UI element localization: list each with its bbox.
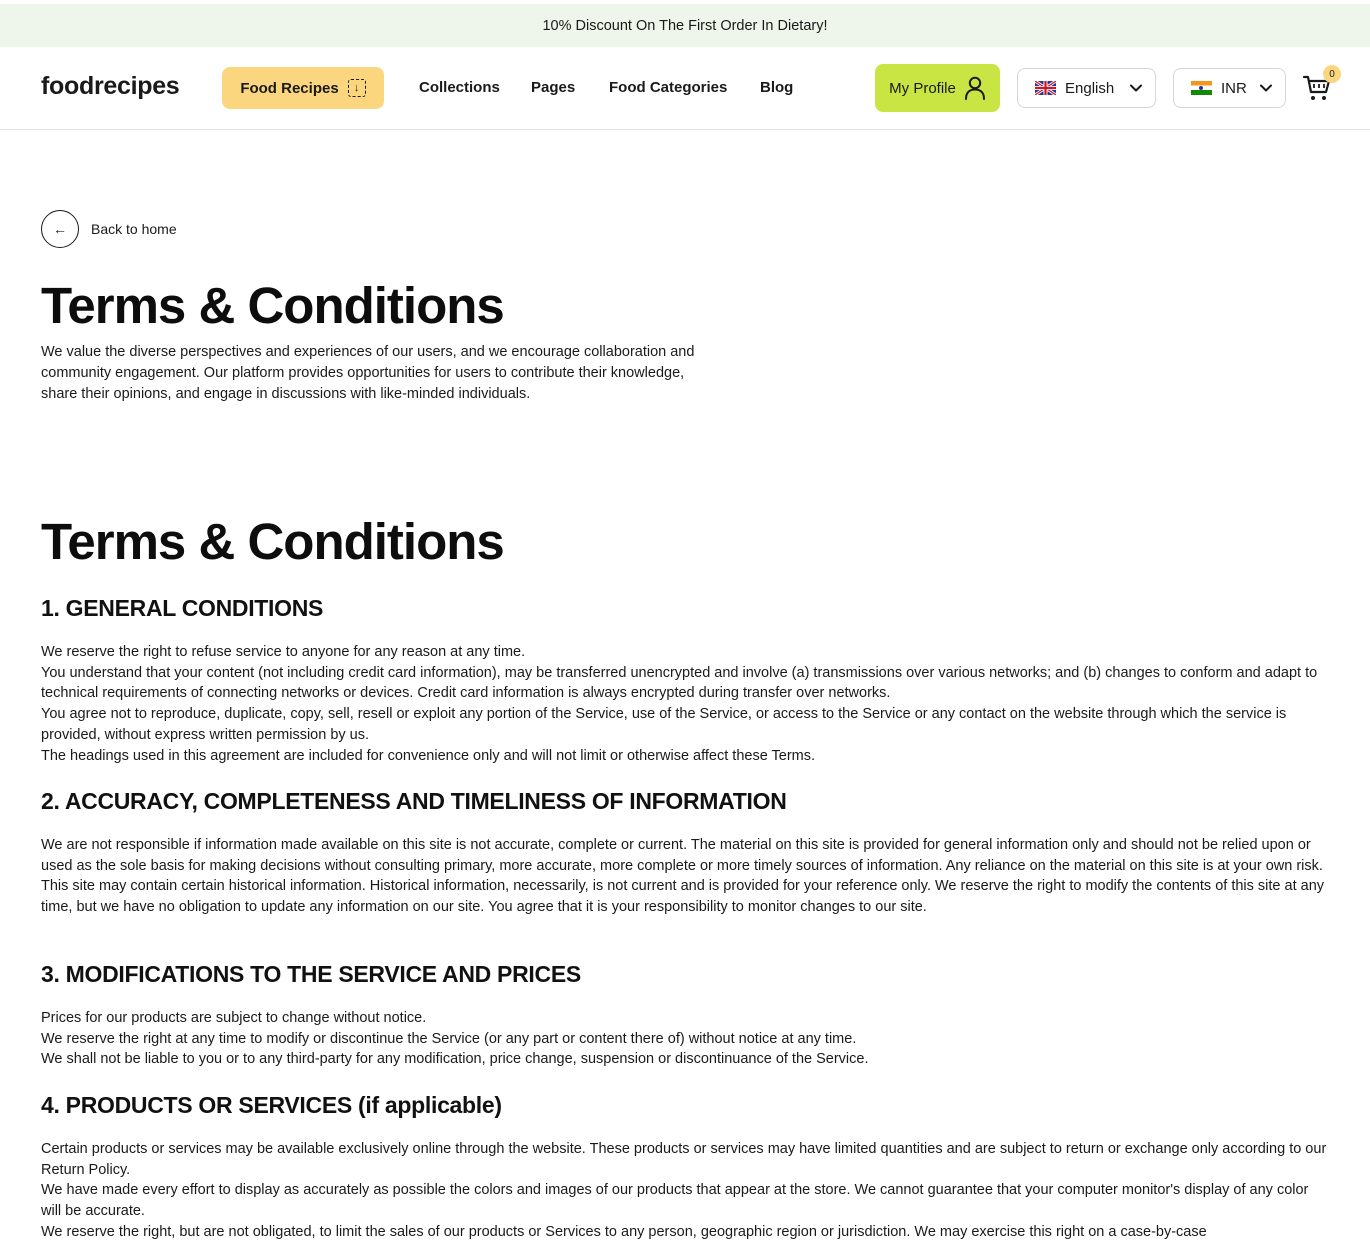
section-paragraph: Certain products or services may be available exclusively online through the website. These products or services may have limited quantities and are subject to return or exchange only according to our Return Policy. (41, 1141, 1327, 1178)
site-header (0, 47, 1370, 130)
section-paragraph: We reserve the right, but are not obligated, to limit the sales of our products or Services to any person, geographic region or jurisdiction. We may exercise this right on a case-by-case (41, 1223, 1207, 1240)
language-value: English (1065, 79, 1115, 97)
section-body (41, 642, 1331, 766)
chevron-down-icon (1129, 81, 1143, 95)
section-body (41, 835, 1331, 918)
section-paragraph: We have made every effort to display as accurately as possible the colors and images of our products that appear at the store. We cannot guarantee that your computer monitor's display of any color will be accurate. (41, 1182, 1309, 1220)
section-heading: 4. PRODUCTS OR SERVICES (if applicable) (41, 1092, 502, 1118)
user-icon (964, 76, 986, 100)
section-paragraph: We reserve the right to refuse service to anyone for any reason at any time. (41, 644, 526, 660)
section-paragraph: The headings used in this agreement are included for convenience only and will not limit or otherwise affect these Terms. (41, 747, 816, 764)
section-heading: 2. ACCURACY, COMPLETENESS AND TIMELINESS OF INFORMATION (41, 788, 787, 814)
back-to-home-link[interactable]: Back to home (91, 221, 177, 237)
nav-collections[interactable]: Collections (419, 79, 500, 96)
section-paragraph: This site may contain certain historical information. Historical information, necessarily, is not current and is provided for your reference only. We reserve the right to modify the contents of this site at any time, but we have no obligation to update any information on our site. You agree that it is your responsibility to monitor changes to our site. (41, 878, 1325, 916)
uk-flag-icon (1035, 81, 1056, 95)
page-title: Terms & Conditions (41, 277, 504, 334)
arrow-left-icon: ← (53, 221, 67, 237)
india-flag-icon (1191, 81, 1212, 95)
section-paragraph: Prices for our products are subject to change without notice. (41, 1010, 427, 1026)
announcement-text: 10% Discount On The First Order In Dietary! (542, 17, 828, 34)
page-description: We value the diverse perspectives and experiences of our users, and we encourage collaboration and community engagement. Our platform provides opportunities for users to contribute their knowledge, share their opinions, and engage in discussions with like-minded individuals. (41, 344, 695, 402)
language-select[interactable] (1017, 68, 1156, 108)
section-heading: 1. GENERAL CONDITIONS (41, 595, 324, 621)
my-profile-button[interactable] (875, 64, 1000, 112)
chevron-down-icon (1259, 81, 1273, 95)
section-paragraph: We are not responsible if information made available on this site is not accurate, complete or current. The material on this site is provided for general information only and should not be relied upon or used as the sole basis for making decisions without consulting primary, more accurate, more complete or more timely sources of information. Any reliance on the material on this site is at your own risk. (41, 837, 1323, 874)
section-paragraph: We reserve the right at any time to modify or discontinue the Service (or any part or content there of) without notice at any time. (41, 1030, 857, 1047)
nav-food-categories[interactable]: Food Categories (609, 79, 728, 96)
currency-select[interactable] (1173, 68, 1286, 108)
nav-pages[interactable]: Pages (531, 79, 576, 96)
section-paragraph: You understand that your content (not including credit card information), may be transferred unencrypted and involve (a) transmissions over various networks; and (b) changes to conform and adapt to technical requirements of connecting networks or devices. Credit card information is always encrypted during transfer over networks. (41, 664, 1318, 702)
site-logo[interactable]: foodrecipes (41, 72, 180, 100)
download-icon: ↓ (348, 79, 366, 97)
my-profile-label: My Profile (889, 79, 956, 97)
terms-title: Terms & Conditions (41, 513, 504, 570)
nav-food-recipes-button[interactable] (222, 67, 384, 109)
nav-food-recipes-label: Food Recipes (240, 79, 339, 97)
nav-blog[interactable]: Blog (760, 79, 794, 96)
section-body (41, 1139, 1331, 1240)
section-body (41, 1008, 1331, 1070)
announcement-bar (0, 4, 1370, 47)
section-paragraph: You agree not to reproduce, duplicate, copy, sell, resell or exploit any portion of the Service, use of the Service, or access to the Service or any contact on the website through which the service is provided, without express written permission by us. (41, 706, 1287, 743)
cart-count-badge: 0 (1323, 65, 1341, 83)
section-heading: 3. MODIFICATIONS TO THE SERVICE AND PRICES (41, 961, 581, 987)
section-paragraph: We shall not be liable to you or to any third-party for any modification, price change, suspension or discontinuance of the Service. (41, 1051, 869, 1068)
currency-value: INR (1221, 79, 1247, 97)
back-button[interactable] (41, 210, 79, 248)
